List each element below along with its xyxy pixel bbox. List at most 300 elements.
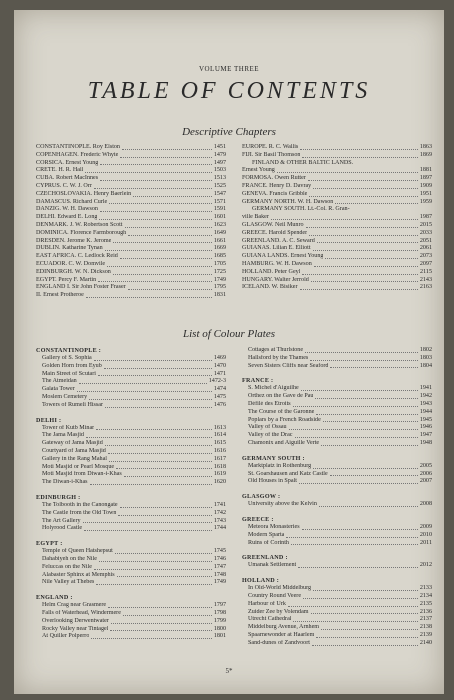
entry-title: Umanak Settlement — [248, 562, 297, 569]
plate-entry — [242, 363, 432, 371]
page-ref: 2061 — [419, 245, 432, 252]
entry-title: GLASGOW. Neil Munro — [242, 221, 304, 228]
entry-title: Country Round Veere — [248, 592, 302, 599]
leader-dots — [86, 297, 212, 298]
page-ref: 1803 — [419, 354, 432, 361]
plate-entry — [36, 572, 226, 580]
page-ref: 1748 — [213, 571, 226, 578]
chapter-entry — [242, 183, 432, 191]
entry-title: St. Goarshausen and Katz Castle — [248, 470, 328, 477]
plate-entry — [242, 532, 432, 540]
plate-entry — [242, 393, 432, 401]
page-ref: 1513 — [213, 175, 226, 182]
chapter-entry — [36, 167, 226, 175]
leader-dots — [125, 227, 212, 228]
plate-entry — [242, 601, 432, 609]
page-ref: 1943 — [419, 400, 432, 407]
entry-title: DUBLIN. Katharine Tynan — [36, 245, 103, 252]
entry-title: The Art Gallery — [42, 517, 81, 524]
entry-title: FORMOSA. Owen Rutter — [242, 175, 306, 182]
plate-group-heading: EGYPT : — [36, 541, 63, 548]
leader-dots — [128, 235, 212, 236]
page-ref: 2008 — [419, 501, 432, 508]
entry-title: HUNGARY. Walter Jerrold — [242, 276, 309, 283]
page-ref: 1945 — [419, 416, 432, 423]
page-ref: 1897 — [419, 175, 432, 182]
page-ref: 1469 — [213, 355, 226, 361]
chapter-entry — [36, 253, 226, 261]
page-ref: 1863 — [419, 144, 432, 150]
entry-title: Harbour of Urk — [248, 600, 286, 607]
plate-entry — [36, 448, 226, 456]
entry-title: Courtyard of Jama Masjid — [42, 447, 106, 454]
entry-title: Chamonix and Aiguille Verte — [248, 439, 320, 446]
leader-dots — [100, 211, 212, 212]
entry-title: CONSTANTINOPLE. Roy Elston — [36, 144, 120, 150]
plate-entry — [36, 440, 226, 448]
leader-dots — [120, 507, 212, 508]
page-ref: 1881 — [419, 167, 432, 174]
entry-title: DAMASCUS. Richard Curle — [36, 198, 108, 205]
page-ref: 1475 — [213, 393, 226, 400]
plate-entry — [36, 464, 226, 472]
entry-title: Marktplatz in Rothenburg — [248, 462, 312, 469]
page-ref: 1795 — [213, 284, 226, 291]
entry-title: HAMBURG. W. H. Dawson — [242, 260, 312, 267]
plate-group — [36, 540, 226, 587]
page-ref: 1669 — [213, 245, 226, 252]
leader-dots — [271, 219, 418, 220]
leader-dots — [295, 437, 418, 438]
page-ref: 1613 — [213, 424, 226, 431]
leader-dots — [316, 637, 417, 638]
page-ref: 2163 — [419, 284, 432, 291]
entry-title: Temple of Queen Hatshepsut — [42, 548, 113, 555]
plate-entry — [242, 501, 432, 509]
page-ref: 2137 — [419, 616, 432, 623]
leader-dots — [120, 258, 212, 259]
plate-entry — [36, 363, 226, 371]
page-ref: 1804 — [419, 362, 432, 369]
chapter-entry — [36, 191, 226, 199]
descriptive-chapters-heading: Descriptive Chapters — [182, 126, 276, 138]
entry-title: CZECHOSLOVAKIA. Henry Baerlein — [36, 190, 132, 197]
leader-dots — [122, 149, 212, 150]
plate-group-heading: GERMANY SOUTH : — [242, 455, 305, 462]
page-ref: 1623 — [213, 221, 226, 228]
plate-entry — [242, 593, 432, 601]
page-ref: 2011 — [420, 539, 432, 546]
leader-dots — [111, 623, 212, 624]
page-ref: 1747 — [213, 563, 226, 570]
plate-group-heading: GLASGOW : — [242, 494, 281, 501]
leader-dots — [317, 242, 418, 243]
leader-dots — [96, 584, 211, 585]
page-ref: 2009 — [419, 523, 432, 530]
plate-group — [242, 577, 432, 647]
leader-dots — [105, 407, 212, 408]
plate-entry — [242, 440, 432, 448]
plate-entry — [242, 409, 432, 417]
page-ref: 1471 — [213, 370, 226, 377]
page-ref: 1749 — [213, 579, 226, 586]
leader-dots — [319, 506, 418, 507]
plate-entry — [36, 386, 226, 394]
entry-title: Valley of Ossau — [248, 424, 287, 431]
leader-dots — [123, 615, 212, 616]
plate-entry — [36, 548, 226, 556]
leader-dots — [90, 484, 212, 485]
page-ref: 1941 — [419, 385, 432, 392]
leader-dots — [313, 188, 418, 189]
page-ref: 1744 — [213, 525, 226, 532]
leader-dots — [86, 437, 212, 438]
leader-dots — [117, 576, 212, 577]
page-ref: 1741 — [213, 501, 226, 508]
page-ref: 1479 — [213, 151, 226, 158]
page-ref: 1472-3 — [208, 378, 226, 385]
chapter-entry — [36, 175, 226, 183]
entry-title: Meteora Monasteries — [248, 523, 300, 530]
plate-group-heading: GREENLAND : — [242, 555, 288, 562]
page-ref: 1869 — [419, 151, 432, 158]
leader-dots — [113, 242, 212, 243]
plate-entry — [242, 562, 432, 570]
leader-dots — [301, 390, 418, 391]
chapter-entry — [242, 269, 432, 277]
plate-entry — [36, 564, 226, 572]
chapter-entry — [36, 199, 226, 207]
plate-entry — [36, 425, 226, 433]
page-ref: 1944 — [419, 408, 432, 415]
chapter-entry — [242, 277, 432, 285]
plate-entry — [36, 378, 226, 386]
leader-dots — [109, 203, 212, 204]
leader-dots — [305, 352, 418, 353]
page-ref: 1451 — [213, 144, 226, 150]
entry-title: Holyrood Castle — [42, 525, 83, 532]
chapter-entry — [242, 253, 432, 261]
page-ref: 2097 — [419, 260, 432, 267]
page-ref: 1743 — [213, 517, 226, 524]
entry-title: COPENHAGEN. Frederic Whyte — [36, 151, 119, 158]
leader-dots — [321, 445, 418, 446]
page-ref: 2073 — [419, 253, 432, 260]
chapter-entry — [36, 245, 226, 253]
plate-entry — [242, 640, 432, 648]
plate-entry — [242, 540, 432, 548]
descriptive-chapters-right-column — [242, 144, 432, 292]
entry-title: Modern Sparta — [248, 531, 285, 538]
plate-group-heading: HOLLAND : — [242, 578, 280, 585]
entry-title: The Course of the Garonne — [248, 408, 315, 415]
page-ref: 2140 — [419, 639, 432, 646]
entry-title: Golden Horn from Eyub — [42, 362, 102, 369]
plate-entry — [242, 417, 432, 425]
chapter-entry — [242, 222, 432, 230]
chapter-entry — [36, 144, 226, 152]
leader-dots — [306, 227, 418, 228]
entry-title: Orthez on the Gave de Pau — [248, 393, 314, 400]
entry-title: HOLLAND. Peter Geyl — [242, 268, 301, 275]
leader-dots — [300, 289, 418, 290]
page-ref: 1745 — [213, 548, 226, 555]
plate-group — [242, 554, 432, 570]
entry-title: II. Ernest Protheroe — [36, 292, 84, 299]
plate-entry — [36, 479, 226, 487]
page-ref: 1742 — [213, 509, 226, 516]
page-ref: 1749 — [213, 276, 226, 283]
entry-title: Dahabiyeh on the Nile — [42, 555, 97, 562]
page-ref: 1725 — [213, 268, 226, 275]
plate-group — [36, 347, 226, 410]
plate-entry — [36, 618, 226, 626]
plate-entry — [242, 632, 432, 640]
entry-title: Tower of Kutb Minar — [42, 424, 95, 431]
entry-title: Falls of Waterhead, Windermere — [42, 609, 121, 616]
plate-entry — [36, 556, 226, 564]
page-ref: 1571 — [213, 198, 226, 205]
entry-title: Seven Sisters Cliffs near Seaford — [248, 362, 329, 369]
leader-dots — [98, 375, 212, 376]
page-ref: 1661 — [213, 237, 226, 244]
page-ref: 1947 — [419, 432, 432, 439]
leader-dots — [302, 274, 418, 275]
entry-title: S. Michel d'Aiguilhe — [248, 385, 299, 392]
entry-title: DRESDEN. Jerome K. Jerome — [36, 237, 112, 244]
plate-entry — [36, 355, 226, 363]
entry-title: GREENLAND. A. C. Seward — [242, 237, 315, 244]
leader-dots — [100, 180, 212, 181]
leader-dots — [108, 607, 212, 608]
plate-entry — [242, 471, 432, 479]
chapter-entry — [242, 175, 432, 183]
chapter-entry — [242, 284, 432, 292]
chapter-entry — [36, 292, 226, 300]
leader-dots — [325, 258, 417, 259]
chapter-entry — [36, 269, 226, 277]
page-ref: 2033 — [419, 229, 432, 236]
leader-dots — [316, 414, 417, 415]
plate-entry — [36, 602, 226, 610]
entry-title: GUIANA LANDS. Ernest Young — [242, 253, 324, 260]
entry-title: Feluccas on the Nile — [42, 563, 92, 570]
chapter-entry — [36, 238, 226, 246]
leader-dots — [286, 537, 417, 538]
leader-dots — [115, 553, 212, 554]
page-ref: 1618 — [213, 463, 226, 470]
leader-dots — [288, 606, 418, 607]
plate-group-heading: ENGLAND : — [36, 595, 73, 602]
chapter-entry — [242, 191, 432, 199]
chapter-entry — [36, 230, 226, 238]
page-ref: 1798 — [213, 609, 226, 616]
leader-dots — [314, 266, 418, 267]
leader-dots — [94, 188, 212, 189]
entry-title: The Atmeidan — [42, 378, 77, 385]
plate-entry — [36, 402, 226, 410]
plate-entry — [36, 610, 226, 618]
leader-dots — [302, 529, 418, 530]
entry-title: ENGLAND I. Sir John Foster Fraser — [36, 284, 126, 291]
leader-dots — [91, 638, 211, 639]
leader-dots — [84, 530, 212, 531]
page-ref: 2133 — [419, 585, 432, 592]
entry-title: FIJI. Sir Basil Thomson — [242, 151, 301, 158]
leader-dots — [313, 590, 418, 591]
leader-dots — [313, 468, 418, 469]
plate-entry — [242, 463, 432, 471]
entry-title: Moti Masjid from Diwan-i-Khas — [42, 471, 122, 478]
page-ref: 1802 — [419, 347, 432, 353]
leader-dots — [120, 157, 212, 158]
entry-title: FINLAND & OTHER BALTIC LANDS. — [252, 159, 354, 166]
entry-title: CYPRUS. C. W. J. Orr — [36, 182, 92, 189]
leader-dots — [309, 235, 418, 236]
leader-dots — [83, 522, 212, 523]
book-page — [14, 10, 444, 694]
entry-title: DOMINICA. Florence Farmborough — [36, 229, 127, 236]
page-ref: 1620 — [213, 479, 226, 486]
page-ref: 1616 — [213, 447, 226, 454]
page-ref: 1831 — [213, 292, 226, 299]
leader-dots — [298, 567, 418, 568]
page-ref: 1591 — [213, 206, 226, 213]
descriptive-chapters-left-column — [36, 144, 226, 300]
entry-title: The Tolbooth in the Canongate — [42, 501, 118, 508]
page-number: 5* — [225, 667, 233, 675]
leader-dots — [99, 219, 211, 220]
chapter-entry — [36, 261, 226, 269]
plate-group — [242, 516, 432, 547]
entry-title: Gallery in the Rang Mahal — [42, 455, 107, 462]
entry-title: DANZIG. W. H. Dawson — [36, 206, 98, 213]
leader-dots — [313, 250, 418, 251]
entry-title: Cottages at Thurlstone — [248, 347, 304, 353]
chapter-entry — [242, 144, 432, 152]
leader-dots — [110, 630, 211, 631]
page-ref: 1801 — [213, 633, 226, 640]
leader-dots — [96, 429, 212, 430]
leader-dots — [89, 399, 212, 400]
plate-entry — [242, 585, 432, 593]
entry-title: DELHI. Edward E. Long — [36, 214, 98, 221]
plate-group-heading: CONSTANTINOPLE : — [36, 348, 102, 354]
leader-dots — [98, 281, 212, 282]
volume-label: VOLUME THREE — [198, 65, 260, 73]
entry-title: The Castle from the Old Town — [42, 509, 117, 516]
entry-title: EAST AFRICA. C. Ledlock Reid — [36, 253, 118, 260]
leader-dots — [300, 149, 418, 150]
entry-title: DENMARK. J. W. Robertson Scott — [36, 221, 123, 228]
entry-title: EDINBURGH. W. N. Dickson — [36, 268, 111, 275]
chapter-entry — [242, 199, 432, 207]
entry-title: Valley of the Drac — [248, 432, 293, 439]
entry-title: ville Baker — [242, 214, 269, 221]
plate-entry — [242, 401, 432, 409]
plate-entry — [36, 394, 226, 402]
leader-dots — [100, 164, 212, 165]
page-ref: 1797 — [213, 602, 226, 609]
page-ref: 1800 — [213, 625, 226, 632]
leader-dots — [94, 360, 212, 361]
plate-group-heading: FRANCE : — [242, 378, 274, 385]
plate-entry — [36, 471, 226, 479]
plate-group — [36, 594, 226, 641]
leader-dots — [99, 561, 212, 562]
plate-entry — [36, 525, 226, 533]
colour-plates-right-column — [242, 347, 432, 655]
leader-dots — [79, 383, 207, 384]
entry-title: Gallery of S. Sophia — [42, 355, 92, 361]
entry-title: Rocky Valley near Tintagel — [42, 625, 109, 632]
entry-title: Utrecht Cathedral — [248, 616, 292, 623]
entry-title: EGYPT. Percy F. Martin — [36, 276, 97, 283]
plate-entry — [242, 616, 432, 624]
entry-title: ICELAND. W. Bisiker — [242, 284, 298, 291]
page-ref: 1601 — [213, 214, 226, 221]
plate-entry — [242, 347, 432, 355]
entry-title: The Diwan-i-Khas — [42, 479, 88, 486]
chapter-entry — [242, 214, 432, 222]
chapter-entry — [36, 277, 226, 285]
page-ref: 1951 — [419, 190, 432, 197]
page-ref: 1946 — [419, 424, 432, 431]
leader-dots — [310, 360, 418, 361]
page-ref: 2138 — [419, 624, 432, 631]
leader-dots — [302, 157, 417, 158]
leader-dots — [85, 172, 211, 173]
chapter-entry — [242, 160, 432, 168]
entry-title: Zuider Zee by Volendam — [248, 608, 309, 615]
plate-entry — [242, 432, 432, 440]
leader-dots — [109, 461, 212, 462]
entry-title: CORSICA. Ernest Young — [36, 159, 99, 166]
page-ref: 2136 — [419, 608, 432, 615]
page-ref: 1474 — [213, 386, 226, 393]
plate-entry — [242, 424, 432, 432]
page-ref: 1614 — [213, 432, 226, 439]
entry-title: Ernest Young — [242, 167, 275, 174]
leader-dots — [321, 629, 418, 630]
chapter-entry — [242, 152, 432, 160]
leader-dots — [107, 266, 212, 267]
leader-dots — [330, 475, 418, 476]
plate-group-heading: EDINBURGH : — [36, 494, 81, 501]
page-ref: 1476 — [213, 401, 226, 408]
leader-dots — [335, 203, 417, 204]
page-ref: 2135 — [419, 600, 432, 607]
page-ref: 2007 — [419, 478, 432, 485]
plate-entry — [36, 456, 226, 464]
plate-group — [242, 455, 432, 486]
chapter-entry — [242, 238, 432, 246]
entry-title: Towers of Rumeli Hissar — [42, 401, 104, 408]
plate-entry — [36, 633, 226, 641]
chapter-entry — [242, 245, 432, 253]
plate-entry — [242, 624, 432, 632]
leader-dots — [133, 196, 212, 197]
plate-group — [36, 417, 226, 487]
page-ref: 2015 — [419, 221, 432, 228]
page-ref: 1987 — [419, 214, 432, 221]
leader-dots — [309, 196, 417, 197]
leader-dots — [330, 367, 417, 368]
entry-title: Sand-dunes of Zandvoort — [248, 639, 310, 646]
page-ref: 2051 — [419, 237, 432, 244]
leader-dots — [124, 476, 212, 477]
chapter-entry — [36, 183, 226, 191]
